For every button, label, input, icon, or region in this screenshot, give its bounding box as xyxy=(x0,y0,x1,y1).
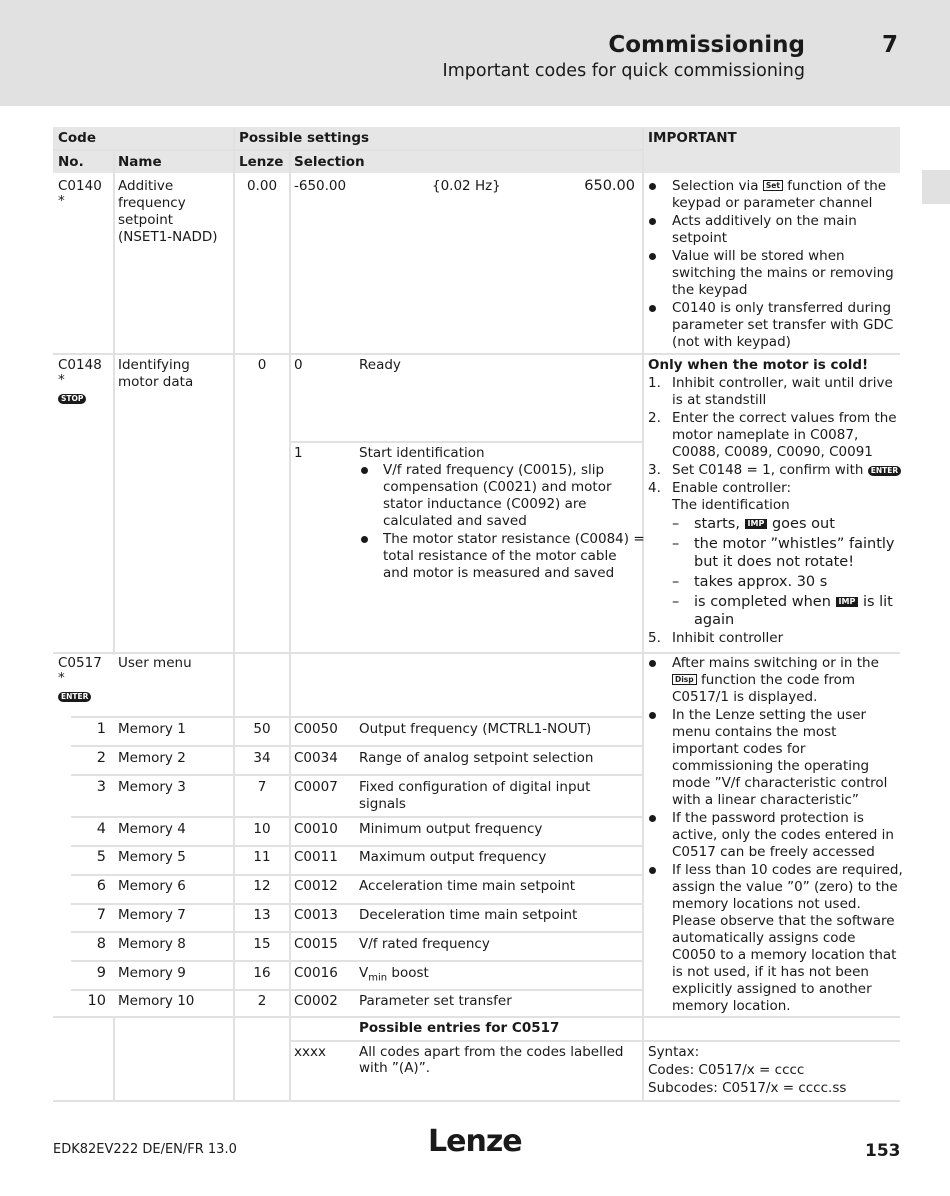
disp-key-icon: Disp xyxy=(672,674,697,685)
header-band xyxy=(0,0,950,106)
stop-key-icon: STOP xyxy=(58,394,86,404)
col-important: IMPORTANT xyxy=(648,130,737,146)
enter-key-icon: ENTER xyxy=(58,692,91,702)
chapter-number: 7 xyxy=(881,32,898,58)
set-key-icon: Set xyxy=(763,180,783,191)
col-code: Code xyxy=(58,130,97,146)
parameter-table: Code Possible settings IMPORTANT No. Name Lenze Selection C0140 * Additive frequency setpoint (NSET1-NADD) 0.00 -650.00 {0.02 Hz} 650.00 Selection via Set function of the keypad or parameter channel Acts additively on the main setpoint Value will be stored when switching the mains or removing the keypad C0140 is only transferred during parameter set transfer with GDC (not with keypad) C0148 * STOP Identifying motor data 0 0 Ready 1 Start identification V/f rated frequency (C0015), slip compensation (C0021) and motor stator inductance (C0092) are calculated and saved The motor stator resistance (C0084) = total resistance of the motor cable and motor is measured and saved Only when the motor is cold! 1. Inhibit controller, wait until drive is at standstill 2. Enter the correct values from the motor nameplate in C0087, C0088, C0089, C0090, C0091 3. Set C0148 = 1, confirm with ENTER 4. Enable controller: The identification – starts, IMP goes out – the motor ”whistles” faintly but it does not rotate! – takes approx. 30 s – is completed when IMP is lit again 5. Inhibit controller C0517 * ENTER User menu 1 Memory 1 50 C0050 Output frequency (MCTRL1-NOUT) 2 Memory 2 34 C0034 Range of analog setpoint selection 3 Memory 3 7 C0007 Fixed configuration of digital input signals 4 Memory 4 10 C0010 Minimum output frequency 5 Memory 5 11 C0011 Maximum output frequency 6 Memory 6 12 C0012 Acceleration time main setpoint 7 Memory 7 13 C0013 Deceleration time main setpoint 8 Memory 8 15 C0015 V/f rated frequency 9 Memory 9 16 C0016 $V_{min}$ boost 10 Memory 10 2 C0002 Parameter set transfer After mains switching or in the Disp function the code from C0517/1 is displayed. In the Lenze setting the user menu contains the most important codes for commissioning the operating mode ”V/f characteristic control with a linear characteristic” If the password protection is active, only the codes entered in C0517 can be freely accessed If less than 10 codes are required, assign the value ”0” (zero) to the memory locations not used. Please observe that the software automatically assigns code C0050 to a memory location that is not used, if it has not been explicitly assigned to another memory location. Possible entries for C0517 xxxx All codes apart from the codes labelled with ”(A)”. Syntax: Codes: C0517/x = cccc Subcodes: C0517/x = cccc.ss xyxy=(53,127,900,1102)
col-no: No. xyxy=(58,154,84,170)
imp-indicator-icon: IMP xyxy=(836,597,859,607)
col-lenze: Lenze xyxy=(239,154,284,170)
imp-indicator-icon: IMP xyxy=(745,519,768,529)
col-selection: Selection xyxy=(294,154,365,170)
enter-key-icon: ENTER xyxy=(868,466,901,476)
col-possible-settings: Possible settings xyxy=(239,130,370,146)
page-number: 153 xyxy=(865,1141,901,1161)
lenze-logo: Lenze xyxy=(428,1124,522,1159)
chapter-title: Commissioning xyxy=(608,32,805,58)
chapter-side-tab xyxy=(922,170,950,204)
col-name: Name xyxy=(118,154,162,170)
chapter-subtitle: Important codes for quick commissioning xyxy=(442,61,805,81)
vmin-symbol: $V_{min}$ xyxy=(359,965,388,984)
document-id: EDK82EV222 DE/EN/FR 13.0 xyxy=(53,1142,237,1157)
